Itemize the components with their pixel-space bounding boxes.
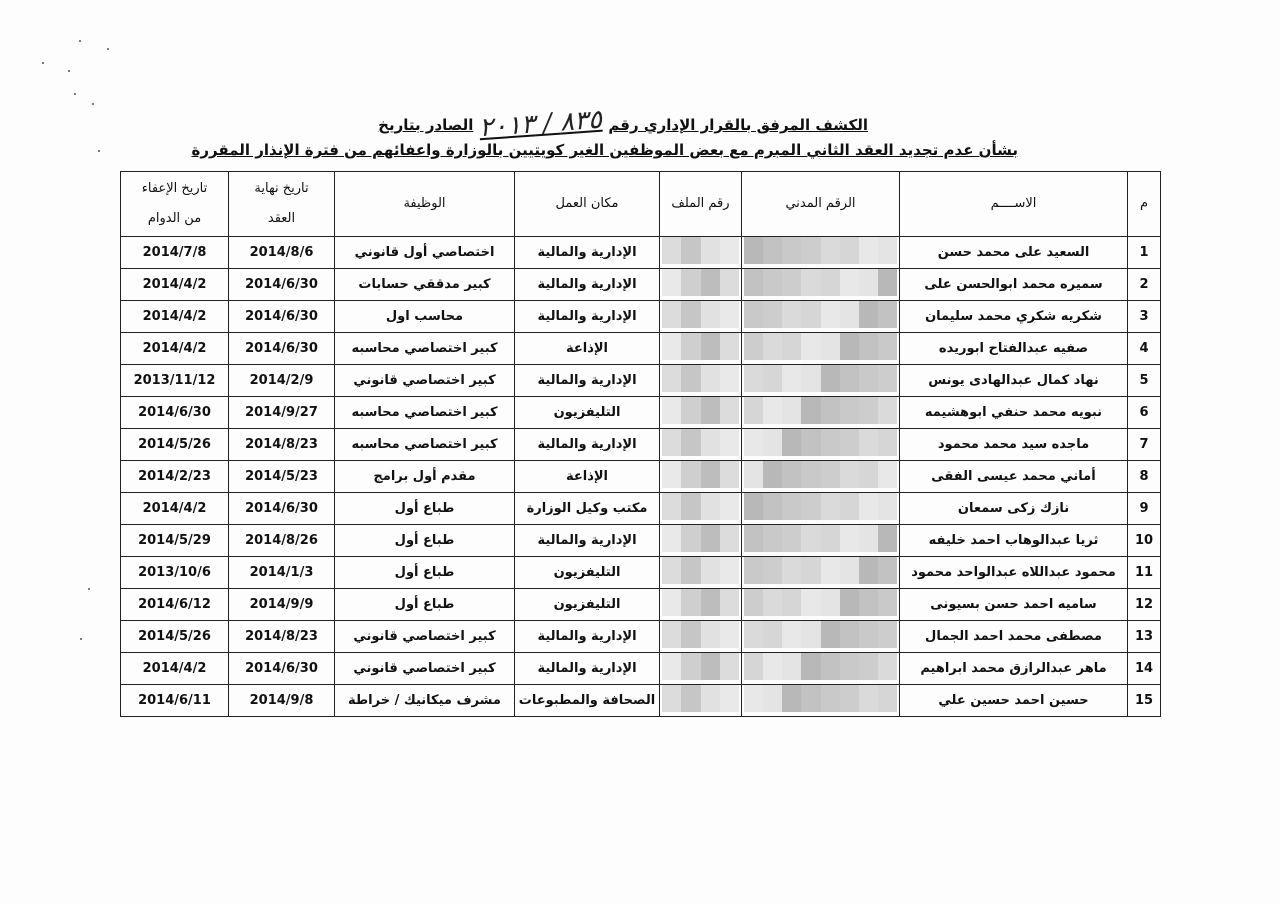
row-exemption: 2014/4/2 xyxy=(121,301,229,333)
table-row xyxy=(121,397,1161,429)
row-civil-id-redacted xyxy=(742,461,900,493)
row-workplace: الإدارية والمالية xyxy=(515,301,660,333)
row-exemption: 2013/11/12 xyxy=(121,365,229,397)
row-exemption: 2014/4/2 xyxy=(121,653,229,685)
table-row xyxy=(121,525,1161,557)
redaction-pixelation xyxy=(744,653,897,684)
col-header-exemption xyxy=(121,172,229,237)
row-exemption: 2013/10/6 xyxy=(121,557,229,589)
row-workplace: الإذاعة xyxy=(515,461,660,493)
row-index: 14 xyxy=(1128,653,1161,685)
row-job: طباع أول xyxy=(335,493,515,525)
redaction-pixelation xyxy=(662,397,739,428)
row-workplace: الإدارية والمالية xyxy=(515,429,660,461)
row-index: 7 xyxy=(1128,429,1161,461)
row-exemption: 2014/5/26 xyxy=(121,621,229,653)
row-exemption: 2014/5/26 xyxy=(121,429,229,461)
row-contract-end: 2014/6/30 xyxy=(229,333,335,365)
redaction-pixelation xyxy=(744,269,897,300)
row-civil-id-redacted xyxy=(742,493,900,525)
row-workplace: الإدارية والمالية xyxy=(515,269,660,301)
employee-table xyxy=(120,171,1161,717)
document-title-line1 xyxy=(378,104,868,144)
scan-speck xyxy=(74,93,76,95)
scan-speck xyxy=(80,638,82,640)
row-index: 8 xyxy=(1128,461,1161,493)
row-index: 5 xyxy=(1128,365,1161,397)
row-civil-id-redacted xyxy=(742,685,900,717)
row-workplace: الصحافة والمطبوعات xyxy=(515,685,660,717)
row-contract-end: 2014/5/23 xyxy=(229,461,335,493)
row-workplace: الإدارية والمالية xyxy=(515,525,660,557)
row-contract-end: 2014/9/9 xyxy=(229,589,335,621)
row-job: اختصاصي أول قانوني xyxy=(335,237,515,269)
row-civil-id-redacted xyxy=(742,653,900,685)
row-file-no-redacted xyxy=(660,493,742,525)
row-workplace: التليفزيون xyxy=(515,557,660,589)
redaction-pixelation xyxy=(744,589,897,620)
redaction-pixelation xyxy=(744,429,897,460)
row-workplace: الإدارية والمالية xyxy=(515,237,660,269)
row-file-no-redacted xyxy=(660,621,742,653)
row-index: 13 xyxy=(1128,621,1161,653)
row-job: مشرف ميكانيك / خراطة xyxy=(335,685,515,717)
row-index: 9 xyxy=(1128,493,1161,525)
row-civil-id-redacted xyxy=(742,525,900,557)
redaction-pixelation xyxy=(744,685,897,716)
row-name: نازك زكى سمعان xyxy=(900,493,1128,525)
row-index: 3 xyxy=(1128,301,1161,333)
col-header-contract-end-line2: العقد xyxy=(267,211,296,226)
scan-speck xyxy=(88,588,90,590)
row-contract-end: 2014/8/6 xyxy=(229,237,335,269)
col-header-name: الاســــم xyxy=(900,172,1128,237)
redaction-pixelation xyxy=(744,461,897,492)
row-name: شكريه شكري محمد سليمان xyxy=(900,301,1128,333)
row-file-no-redacted xyxy=(660,557,742,589)
row-file-no-redacted xyxy=(660,365,742,397)
redaction-pixelation xyxy=(744,333,897,364)
row-job: محاسب اول xyxy=(335,301,515,333)
row-name: سميره محمد ابوالحسن على xyxy=(900,269,1128,301)
redaction-pixelation xyxy=(744,397,897,428)
row-name: أماني محمد عيسى الفقى xyxy=(900,461,1128,493)
row-job: كبير اختصاصي محاسبه xyxy=(335,397,515,429)
redaction-pixelation xyxy=(662,365,739,396)
row-exemption: 2014/6/30 xyxy=(121,397,229,429)
scan-speck xyxy=(92,103,94,105)
title-prefix: الكشف المرفق بالقرار الإداري رقم xyxy=(608,116,868,134)
table-row xyxy=(121,621,1161,653)
row-name: ماجده سيد محمد محمود xyxy=(900,429,1128,461)
scan-speck xyxy=(98,150,100,152)
row-workplace: الإدارية والمالية xyxy=(515,621,660,653)
table-row xyxy=(121,493,1161,525)
table-row xyxy=(121,365,1161,397)
row-name: مصطفى محمد احمد الجمال xyxy=(900,621,1128,653)
col-header-civil-id: الرقم المدني xyxy=(742,172,900,237)
row-file-no-redacted xyxy=(660,525,742,557)
row-job: كبير اختصاصي قانوني xyxy=(335,365,515,397)
table-body xyxy=(121,237,1161,717)
row-civil-id-redacted xyxy=(742,365,900,397)
row-civil-id-redacted xyxy=(742,397,900,429)
scan-speck xyxy=(79,40,81,42)
redaction-pixelation xyxy=(662,493,739,524)
row-civil-id-redacted xyxy=(742,333,900,365)
col-header-contract-end-line1: تاريخ نهاية xyxy=(254,181,309,196)
row-file-no-redacted xyxy=(660,269,742,301)
row-workplace: التليفزيون xyxy=(515,589,660,621)
row-contract-end: 2014/6/30 xyxy=(229,269,335,301)
table-row xyxy=(121,653,1161,685)
row-file-no-redacted xyxy=(660,589,742,621)
row-contract-end: 2014/9/27 xyxy=(229,397,335,429)
row-file-no-redacted xyxy=(660,461,742,493)
row-index: 11 xyxy=(1128,557,1161,589)
redaction-pixelation xyxy=(662,301,739,332)
row-index: 4 xyxy=(1128,333,1161,365)
row-exemption: 2014/6/12 xyxy=(121,589,229,621)
redaction-pixelation xyxy=(662,653,739,684)
row-civil-id-redacted xyxy=(742,429,900,461)
row-contract-end: 2014/2/9 xyxy=(229,365,335,397)
col-header-index: م xyxy=(1128,172,1161,237)
row-workplace: الإدارية والمالية xyxy=(515,365,660,397)
row-contract-end: 2014/6/30 xyxy=(229,493,335,525)
row-exemption: 2014/5/29 xyxy=(121,525,229,557)
redaction-pixelation xyxy=(744,621,897,652)
row-index: 15 xyxy=(1128,685,1161,717)
row-civil-id-redacted xyxy=(742,301,900,333)
table-row xyxy=(121,589,1161,621)
row-civil-id-redacted xyxy=(742,269,900,301)
redaction-pixelation xyxy=(662,621,739,652)
row-name: ماهر عبدالرازق محمد ابراهيم xyxy=(900,653,1128,685)
row-civil-id-redacted xyxy=(742,557,900,589)
document-title-line2: بشأن عدم تجديد العقد الثاني المبرم مع بعض الموظفين الغير كويتيين بالوزارة واعفائهم من فترة الإنذار المقررة xyxy=(191,141,1018,159)
redaction-pixelation xyxy=(744,493,897,524)
col-header-workplace: مكان العمل xyxy=(515,172,660,237)
row-contract-end: 2014/6/30 xyxy=(229,653,335,685)
row-name: ثريا عبدالوهاب احمد خليفه xyxy=(900,525,1128,557)
row-workplace: الإذاعة xyxy=(515,333,660,365)
row-name: محمود عبداللاه عبدالواحد محمود xyxy=(900,557,1128,589)
row-exemption: 2014/2/23 xyxy=(121,461,229,493)
row-name: نهاد كمال عبدالهادى يونس xyxy=(900,365,1128,397)
row-name: صفيه عبدالفتاح ابوريده xyxy=(900,333,1128,365)
row-workplace: التليفزيون xyxy=(515,397,660,429)
row-workplace: مكتب وكيل الوزارة xyxy=(515,493,660,525)
redaction-pixelation xyxy=(744,301,897,332)
redaction-pixelation xyxy=(662,237,739,268)
row-job: كبير مدققي حسابات xyxy=(335,269,515,301)
row-name: نبويه محمد حنفي ابوهشيمه xyxy=(900,397,1128,429)
row-name: حسين احمد حسين علي xyxy=(900,685,1128,717)
scan-speck xyxy=(107,48,109,50)
row-job: طباع أول xyxy=(335,557,515,589)
redaction-pixelation xyxy=(662,685,739,716)
redaction-pixelation xyxy=(744,365,897,396)
redaction-pixelation xyxy=(662,589,739,620)
row-index: 2 xyxy=(1128,269,1161,301)
table-row xyxy=(121,461,1161,493)
col-header-contract-end xyxy=(229,172,335,237)
row-job: طباع أول xyxy=(335,525,515,557)
row-file-no-redacted xyxy=(660,429,742,461)
table-row xyxy=(121,269,1161,301)
row-job: كبير اختصاصي قانوني xyxy=(335,653,515,685)
row-file-no-redacted xyxy=(660,333,742,365)
redaction-pixelation xyxy=(662,525,739,556)
scan-speck xyxy=(42,62,44,64)
redaction-pixelation xyxy=(662,429,739,460)
row-contract-end: 2014/9/8 xyxy=(229,685,335,717)
col-header-file-no: رقم الملف xyxy=(660,172,742,237)
scan-speck xyxy=(68,70,70,72)
table-row xyxy=(121,685,1161,717)
col-header-exemption-line1: تاريخ الإعفاء xyxy=(141,181,208,196)
row-job: طباع أول xyxy=(335,589,515,621)
row-name: ساميه احمد حسن بسيونى xyxy=(900,589,1128,621)
row-job: كبير اختصاصي محاسبه xyxy=(335,333,515,365)
row-file-no-redacted xyxy=(660,237,742,269)
redaction-pixelation xyxy=(662,269,739,300)
row-workplace: الإدارية والمالية xyxy=(515,653,660,685)
table-row xyxy=(121,557,1161,589)
row-exemption: 2014/7/8 xyxy=(121,237,229,269)
row-contract-end: 2014/8/26 xyxy=(229,525,335,557)
row-file-no-redacted xyxy=(660,301,742,333)
row-civil-id-redacted xyxy=(742,237,900,269)
col-header-exemption-line2: من الدوام xyxy=(147,211,202,226)
row-civil-id-redacted xyxy=(742,589,900,621)
row-exemption: 2014/4/2 xyxy=(121,269,229,301)
title-suffix: الصادر بتاريخ xyxy=(378,116,474,134)
redaction-pixelation xyxy=(744,525,897,556)
row-civil-id-redacted xyxy=(742,621,900,653)
table-header-row xyxy=(121,172,1161,237)
handwritten-decision-number: ٨٣٥ / ٢٠١٣ xyxy=(478,104,604,144)
row-index: 1 xyxy=(1128,237,1161,269)
redaction-pixelation xyxy=(744,557,897,588)
row-contract-end: 2014/8/23 xyxy=(229,429,335,461)
row-exemption: 2014/6/11 xyxy=(121,685,229,717)
row-job: مقدم أول برامج xyxy=(335,461,515,493)
row-file-no-redacted xyxy=(660,653,742,685)
redaction-pixelation xyxy=(744,237,897,268)
row-index: 12 xyxy=(1128,589,1161,621)
row-job: كبير اختصاصي محاسبه xyxy=(335,429,515,461)
row-exemption: 2014/4/2 xyxy=(121,493,229,525)
row-name: السعيد على محمد حسن xyxy=(900,237,1128,269)
row-job: كبير اختصاصي قانوني xyxy=(335,621,515,653)
redaction-pixelation xyxy=(662,461,739,492)
table-row xyxy=(121,333,1161,365)
table-row xyxy=(121,237,1161,269)
table-row xyxy=(121,429,1161,461)
row-contract-end: 2014/8/23 xyxy=(229,621,335,653)
redaction-pixelation xyxy=(662,557,739,588)
redaction-pixelation xyxy=(662,333,739,364)
col-header-job: الوظيفة xyxy=(335,172,515,237)
row-file-no-redacted xyxy=(660,397,742,429)
row-index: 6 xyxy=(1128,397,1161,429)
row-contract-end: 2014/1/3 xyxy=(229,557,335,589)
table-row xyxy=(121,301,1161,333)
row-exemption: 2014/4/2 xyxy=(121,333,229,365)
row-file-no-redacted xyxy=(660,685,742,717)
row-index: 10 xyxy=(1128,525,1161,557)
row-contract-end: 2014/6/30 xyxy=(229,301,335,333)
